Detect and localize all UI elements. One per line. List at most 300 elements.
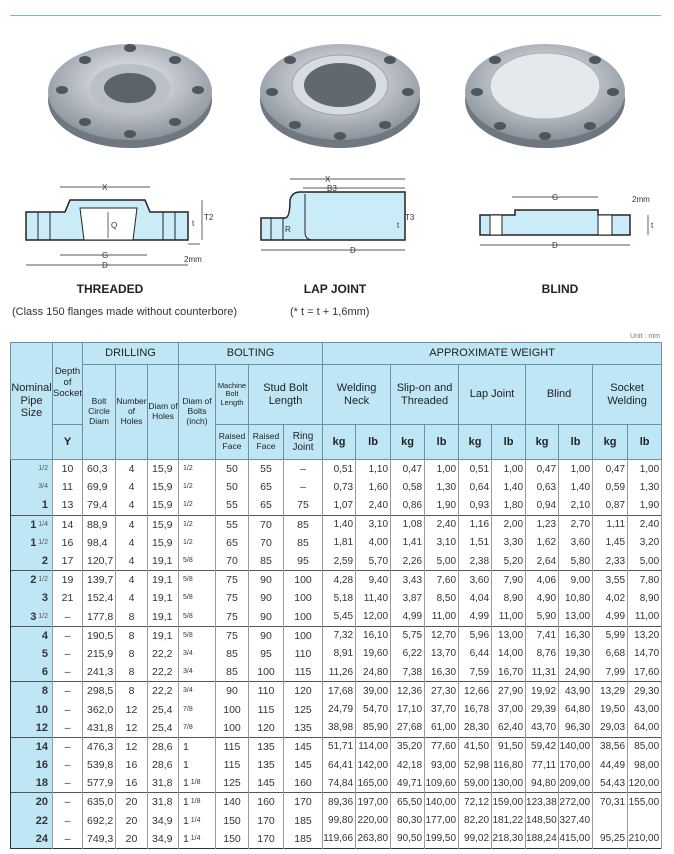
cell-weight-kg: 17,10 bbox=[391, 700, 425, 718]
cell-depth-socket: – bbox=[53, 700, 83, 718]
cell-weight-lb: 12,70 bbox=[425, 626, 459, 645]
header-blind: Blind bbox=[526, 365, 593, 425]
cell-weight-lb: 12,00 bbox=[356, 608, 391, 627]
cell-weight-lb: 91,50 bbox=[492, 737, 526, 756]
class150-note: (Class 150 flanges made without counterbore) bbox=[12, 306, 238, 318]
cell-weight-kg: 6,44 bbox=[459, 645, 492, 663]
cell-weight-lb: 170,00 bbox=[559, 756, 593, 774]
cell-weight-kg: 16,78 bbox=[459, 700, 492, 718]
cell-stud-ring: 85 bbox=[284, 534, 323, 552]
cell-nominal-size: 2 bbox=[11, 552, 53, 571]
svg-text:R: R bbox=[285, 225, 291, 234]
cell-bolt-circle: 79,4 bbox=[83, 496, 116, 515]
cell-nominal-size: 10 bbox=[11, 700, 53, 718]
cell-bolt-circle: 431,8 bbox=[83, 719, 116, 738]
cell-diam-bolts: 3/4 bbox=[179, 645, 216, 663]
cell-weight-kg: 17,68 bbox=[323, 682, 356, 701]
cell-nominal-size: 16 bbox=[11, 756, 53, 774]
cell-diam-bolts: 1 1/8 bbox=[179, 774, 216, 793]
svg-text:t: t bbox=[397, 221, 400, 230]
cell-weight-kg: 70,31 bbox=[593, 793, 628, 812]
cell-weight-lb: 62,40 bbox=[492, 719, 526, 738]
table-row bbox=[11, 515, 662, 534]
cell-num-holes: 8 bbox=[116, 645, 148, 663]
cell-bolt-circle: 190,5 bbox=[83, 626, 116, 645]
cell-weight-lb: 1,00 bbox=[492, 460, 526, 479]
cell-weight-kg: 2,38 bbox=[459, 552, 492, 571]
cell-weight-lb: 7,90 bbox=[492, 571, 526, 590]
cell-weight-kg: 1,23 bbox=[526, 515, 559, 534]
cell-weight-kg: 43,70 bbox=[526, 719, 559, 738]
cell-weight-kg: 41,50 bbox=[459, 737, 492, 756]
cell-weight-kg: 0,59 bbox=[593, 478, 628, 496]
cell-weight-kg: 77,11 bbox=[526, 756, 559, 774]
cell-stud-ring: 135 bbox=[284, 719, 323, 738]
cell-weight-kg: 28,30 bbox=[459, 719, 492, 738]
cell-weight-kg: 95,25 bbox=[593, 830, 628, 849]
cell-nominal-size: 14 bbox=[11, 737, 53, 756]
cell-stud-raised: 95 bbox=[249, 645, 284, 663]
header-stud-raised-face: Raised Face bbox=[249, 425, 284, 460]
cell-weight-lb: 13,20 bbox=[628, 626, 662, 645]
cell-num-holes: 12 bbox=[116, 719, 148, 738]
cell-stud-ring: 125 bbox=[284, 700, 323, 718]
cell-depth-socket: – bbox=[53, 793, 83, 812]
cell-weight-kg: 0,94 bbox=[526, 496, 559, 515]
cell-weight-kg: 64,41 bbox=[323, 756, 356, 774]
cell-weight-kg bbox=[593, 812, 628, 830]
cell-diam-holes: 19,1 bbox=[148, 552, 179, 571]
cell-num-holes: 12 bbox=[116, 700, 148, 718]
unit-label: Unit : mm bbox=[630, 333, 660, 340]
cell-machine-bolt: 55 bbox=[216, 515, 249, 534]
cell-depth-socket: 14 bbox=[53, 515, 83, 534]
cell-weight-kg: 13,29 bbox=[593, 682, 628, 701]
table-row bbox=[11, 496, 662, 515]
cell-bolt-circle: 60,3 bbox=[83, 460, 116, 479]
cell-weight-kg: 5,45 bbox=[323, 608, 356, 627]
cell-weight-lb: 218,30 bbox=[492, 830, 526, 849]
cell-weight-lb: 1,00 bbox=[425, 460, 459, 479]
cell-weight-lb: 1,90 bbox=[425, 496, 459, 515]
table-row bbox=[11, 774, 662, 793]
cell-weight-lb: 1,10 bbox=[356, 460, 391, 479]
cell-weight-lb: 1,40 bbox=[559, 478, 593, 496]
cell-diam-holes: 15,9 bbox=[148, 534, 179, 552]
cell-machine-bolt: 100 bbox=[216, 719, 249, 738]
cell-stud-ring: 100 bbox=[284, 571, 323, 590]
cell-stud-raised: 65 bbox=[249, 496, 284, 515]
cell-weight-kg: 74,84 bbox=[323, 774, 356, 793]
cell-diam-bolts: 3/4 bbox=[179, 663, 216, 682]
cell-weight-lb: 1,30 bbox=[628, 478, 662, 496]
cell-weight-lb: 61,00 bbox=[425, 719, 459, 738]
header-unit-kg: kg bbox=[323, 425, 356, 460]
cell-weight-lb: 64,00 bbox=[628, 719, 662, 738]
svg-text:G: G bbox=[552, 193, 559, 202]
cell-weight-lb: 2,40 bbox=[425, 515, 459, 534]
cell-stud-raised: 160 bbox=[249, 793, 284, 812]
cell-nominal-size: 6 bbox=[11, 663, 53, 682]
cell-weight-lb: 37,70 bbox=[425, 700, 459, 718]
cell-stud-raised: 70 bbox=[249, 534, 284, 552]
cell-weight-lb: 327,40 bbox=[559, 812, 593, 830]
table-row bbox=[11, 700, 662, 718]
cell-machine-bolt: 75 bbox=[216, 571, 249, 590]
cell-nominal-size: 3/4 bbox=[11, 478, 53, 496]
cell-diam-bolts: 5/8 bbox=[179, 626, 216, 645]
cell-stud-ring: 100 bbox=[284, 626, 323, 645]
threaded-diagram bbox=[20, 170, 220, 275]
cell-num-holes: 4 bbox=[116, 460, 148, 479]
cell-weight-kg: 44,49 bbox=[593, 756, 628, 774]
svg-text:D: D bbox=[102, 261, 108, 270]
cell-weight-lb: 5,80 bbox=[559, 552, 593, 571]
cell-depth-socket: 17 bbox=[53, 552, 83, 571]
cell-weight-kg: 2,33 bbox=[593, 552, 628, 571]
cell-stud-ring: 100 bbox=[284, 608, 323, 627]
cell-num-holes: 4 bbox=[116, 552, 148, 571]
cell-nominal-size: 5 bbox=[11, 645, 53, 663]
cell-weight-kg: 4,90 bbox=[526, 589, 559, 607]
header-lap-joint: Lap Joint bbox=[459, 365, 526, 425]
cell-weight-lb: 54,70 bbox=[356, 700, 391, 718]
cell-nominal-size: 22 bbox=[11, 812, 53, 830]
svg-text:G: G bbox=[102, 251, 109, 260]
cell-weight-lb: 37,00 bbox=[492, 700, 526, 718]
cell-weight-lb: 16,30 bbox=[559, 626, 593, 645]
header-unit-kg: kg bbox=[526, 425, 559, 460]
cell-bolt-circle: 88,9 bbox=[83, 515, 116, 534]
cell-diam-holes: 15,9 bbox=[148, 515, 179, 534]
table-row bbox=[11, 589, 662, 607]
cell-diam-holes: 22,2 bbox=[148, 645, 179, 663]
header-drilling: DRILLING bbox=[83, 343, 179, 365]
cell-machine-bolt: 150 bbox=[216, 830, 249, 849]
cell-weight-lb: 2,00 bbox=[492, 515, 526, 534]
cell-weight-lb: 19,30 bbox=[559, 645, 593, 663]
cell-weight-kg: 0,63 bbox=[526, 478, 559, 496]
cell-weight-lb: 199,50 bbox=[425, 830, 459, 849]
header-unit-kg: kg bbox=[459, 425, 492, 460]
cell-weight-kg: 38,56 bbox=[593, 737, 628, 756]
cell-diam-bolts: 1 1/4 bbox=[179, 812, 216, 830]
svg-text:t: t bbox=[192, 219, 195, 228]
cell-weight-kg: 3,60 bbox=[459, 571, 492, 590]
cell-stud-raised: 90 bbox=[249, 608, 284, 627]
header-depth-symbol: Y bbox=[53, 425, 83, 460]
cell-weight-kg: 12,36 bbox=[391, 682, 425, 701]
cell-bolt-circle: 139,7 bbox=[83, 571, 116, 590]
header-unit-lb: lb bbox=[492, 425, 526, 460]
cell-weight-kg: 7,41 bbox=[526, 626, 559, 645]
cell-stud-ring: 100 bbox=[284, 589, 323, 607]
header-socket-welding: Socket Welding bbox=[593, 365, 662, 425]
cell-weight-kg: 7,38 bbox=[391, 663, 425, 682]
cell-weight-kg: 1,51 bbox=[459, 534, 492, 552]
cell-weight-kg: 38,98 bbox=[323, 719, 356, 738]
cell-weight-kg: 11,31 bbox=[526, 663, 559, 682]
cell-weight-kg: 1,11 bbox=[593, 515, 628, 534]
cell-stud-ring: 185 bbox=[284, 830, 323, 849]
cell-weight-lb: 1,60 bbox=[356, 478, 391, 496]
cell-diam-bolts: 1/2 bbox=[179, 515, 216, 534]
cell-depth-socket: 13 bbox=[53, 496, 83, 515]
cell-weight-kg: 49,71 bbox=[391, 774, 425, 793]
cell-weight-kg: 0,58 bbox=[391, 478, 425, 496]
cell-weight-lb: 5,00 bbox=[425, 552, 459, 571]
svg-text:T2: T2 bbox=[204, 213, 214, 222]
cell-weight-kg: 4,06 bbox=[526, 571, 559, 590]
cell-weight-kg: 188,24 bbox=[526, 830, 559, 849]
cell-weight-kg: 0,87 bbox=[593, 496, 628, 515]
cell-machine-bolt: 150 bbox=[216, 812, 249, 830]
cell-diam-holes: 31,8 bbox=[148, 793, 179, 812]
cell-stud-ring: 160 bbox=[284, 774, 323, 793]
cell-machine-bolt: 50 bbox=[216, 478, 249, 496]
cell-diam-holes: 34,9 bbox=[148, 812, 179, 830]
cell-weight-kg: 1,81 bbox=[323, 534, 356, 552]
cell-weight-lb: 415,00 bbox=[559, 830, 593, 849]
cell-weight-lb: 2,10 bbox=[559, 496, 593, 515]
cell-weight-kg: 99,80 bbox=[323, 812, 356, 830]
cell-weight-lb: 14,00 bbox=[492, 645, 526, 663]
cell-diam-holes: 25,4 bbox=[148, 700, 179, 718]
cell-machine-bolt: 75 bbox=[216, 626, 249, 645]
cell-weight-kg: 7,59 bbox=[459, 663, 492, 682]
cell-num-holes: 8 bbox=[116, 682, 148, 701]
cell-weight-kg: 59,00 bbox=[459, 774, 492, 793]
header-slip-on: Slip-on and Threaded bbox=[391, 365, 459, 425]
cell-stud-raised: 135 bbox=[249, 756, 284, 774]
cell-weight-lb: 43,00 bbox=[628, 700, 662, 718]
cell-num-holes: 4 bbox=[116, 534, 148, 552]
header-stud-bolt: Stud Bolt Length bbox=[249, 365, 323, 425]
cell-diam-holes: 19,1 bbox=[148, 571, 179, 590]
cell-diam-bolts: 1 bbox=[179, 756, 216, 774]
cell-depth-socket: – bbox=[53, 774, 83, 793]
cell-num-holes: 8 bbox=[116, 663, 148, 682]
cell-weight-lb: 24,90 bbox=[559, 663, 593, 682]
cell-weight-lb: 11,00 bbox=[425, 608, 459, 627]
cell-weight-lb: 85,90 bbox=[356, 719, 391, 738]
cell-nominal-size: 24 bbox=[11, 830, 53, 849]
cell-weight-lb: 140,00 bbox=[559, 737, 593, 756]
cell-weight-kg: 8,91 bbox=[323, 645, 356, 663]
cell-stud-ring: 110 bbox=[284, 645, 323, 663]
cell-bolt-circle: 98,4 bbox=[83, 534, 116, 552]
header-bolting: BOLTING bbox=[179, 343, 323, 365]
cell-diam-bolts: 5/8 bbox=[179, 589, 216, 607]
cell-machine-bolt: 100 bbox=[216, 700, 249, 718]
cell-weight-kg: 72,12 bbox=[459, 793, 492, 812]
cell-weight-kg: 89,36 bbox=[323, 793, 356, 812]
cell-bolt-circle: 298,5 bbox=[83, 682, 116, 701]
cell-nominal-size: 12 bbox=[11, 719, 53, 738]
cell-weight-kg: 5,90 bbox=[526, 608, 559, 627]
cell-stud-ring: – bbox=[284, 460, 323, 479]
cell-stud-raised: 115 bbox=[249, 700, 284, 718]
cell-weight-kg: 27,68 bbox=[391, 719, 425, 738]
cell-weight-lb: 3,10 bbox=[356, 515, 391, 534]
cell-diam-holes: 15,9 bbox=[148, 496, 179, 515]
svg-text:X: X bbox=[325, 175, 331, 184]
cell-num-holes: 4 bbox=[116, 515, 148, 534]
cell-diam-bolts: 1 1/8 bbox=[179, 793, 216, 812]
cell-weight-kg: 7,32 bbox=[323, 626, 356, 645]
svg-text:T3: T3 bbox=[405, 213, 415, 222]
lap-joint-diagram bbox=[255, 170, 415, 275]
cell-diam-holes: 34,9 bbox=[148, 830, 179, 849]
lap-joint-flange-photo bbox=[250, 30, 430, 155]
cell-machine-bolt: 75 bbox=[216, 589, 249, 607]
header-machine-raised-face: Raised Face bbox=[216, 425, 249, 460]
cell-num-holes: 4 bbox=[116, 571, 148, 590]
cell-weight-lb: 197,00 bbox=[356, 793, 391, 812]
table-row bbox=[11, 830, 662, 849]
cell-weight-lb: 8,90 bbox=[492, 589, 526, 607]
cell-num-holes: 8 bbox=[116, 608, 148, 627]
cell-weight-lb: 29,30 bbox=[628, 682, 662, 701]
cell-nominal-size: 4 bbox=[11, 626, 53, 645]
cell-weight-lb: 116,80 bbox=[492, 756, 526, 774]
cell-weight-kg: 3,43 bbox=[391, 571, 425, 590]
cell-weight-lb: 13,70 bbox=[425, 645, 459, 663]
cell-weight-lb: 7,80 bbox=[628, 571, 662, 590]
cell-bolt-circle: 539,8 bbox=[83, 756, 116, 774]
cell-num-holes: 4 bbox=[116, 496, 148, 515]
cell-weight-lb: 24,80 bbox=[356, 663, 391, 682]
cell-weight-lb: 16,10 bbox=[356, 626, 391, 645]
svg-text:D: D bbox=[350, 246, 356, 255]
cell-weight-kg: 148,50 bbox=[526, 812, 559, 830]
cell-bolt-circle: 635,0 bbox=[83, 793, 116, 812]
cell-machine-bolt: 140 bbox=[216, 793, 249, 812]
cell-depth-socket: – bbox=[53, 756, 83, 774]
cell-num-holes: 20 bbox=[116, 812, 148, 830]
cell-weight-kg: 80,30 bbox=[391, 812, 425, 830]
cell-weight-kg: 35,20 bbox=[391, 737, 425, 756]
cell-weight-lb: 272,00 bbox=[559, 793, 593, 812]
cell-weight-kg: 1,41 bbox=[391, 534, 425, 552]
table-row bbox=[11, 793, 662, 812]
cell-weight-kg: 42,18 bbox=[391, 756, 425, 774]
cell-nominal-size: 1/2 bbox=[11, 460, 53, 479]
cell-depth-socket: – bbox=[53, 645, 83, 663]
cell-weight-kg: 0,51 bbox=[459, 460, 492, 479]
cell-weight-lb: 1,80 bbox=[492, 496, 526, 515]
table-row bbox=[11, 756, 662, 774]
cell-weight-kg: 3,55 bbox=[593, 571, 628, 590]
header-unit-kg: kg bbox=[391, 425, 425, 460]
cell-weight-kg: 5,75 bbox=[391, 626, 425, 645]
table-row bbox=[11, 552, 662, 571]
cell-diam-bolts: 5/8 bbox=[179, 571, 216, 590]
header-unit-lb: lb bbox=[559, 425, 593, 460]
cell-weight-kg: 1,62 bbox=[526, 534, 559, 552]
cell-machine-bolt: 115 bbox=[216, 756, 249, 774]
cell-weight-lb: 1,00 bbox=[559, 460, 593, 479]
cell-weight-kg: 11,26 bbox=[323, 663, 356, 682]
cell-weight-lb: 85,00 bbox=[628, 737, 662, 756]
blind-caption: BLIND bbox=[541, 282, 579, 296]
table-row bbox=[11, 460, 662, 479]
cell-diam-holes: 22,2 bbox=[148, 682, 179, 701]
table-row bbox=[11, 626, 662, 645]
header-diam-holes: Diam of Holes bbox=[148, 365, 179, 460]
cell-weight-lb: 98,00 bbox=[628, 756, 662, 774]
cell-weight-lb: 155,00 bbox=[628, 793, 662, 812]
cell-bolt-circle: 69,9 bbox=[83, 478, 116, 496]
cell-nominal-size: 3 1/2 bbox=[11, 608, 53, 627]
cell-weight-lb: 43,90 bbox=[559, 682, 593, 701]
threaded-caption: THREADED bbox=[76, 282, 144, 296]
top-divider bbox=[10, 15, 661, 16]
cell-weight-kg: 6,22 bbox=[391, 645, 425, 663]
blind-diagram bbox=[470, 170, 660, 275]
cell-stud-raised: 90 bbox=[249, 589, 284, 607]
cell-bolt-circle: 749,3 bbox=[83, 830, 116, 849]
cell-stud-raised: 170 bbox=[249, 830, 284, 849]
table-row bbox=[11, 571, 662, 590]
cell-machine-bolt: 70 bbox=[216, 552, 249, 571]
cell-nominal-size: 8 bbox=[11, 682, 53, 701]
cell-weight-lb: 109,60 bbox=[425, 774, 459, 793]
cell-weight-kg: 4,99 bbox=[459, 608, 492, 627]
cell-weight-kg: 65,50 bbox=[391, 793, 425, 812]
cell-bolt-circle: 692,2 bbox=[83, 812, 116, 830]
cell-weight-kg: 1,16 bbox=[459, 515, 492, 534]
cell-depth-socket: 10 bbox=[53, 460, 83, 479]
cell-weight-lb: 5,70 bbox=[356, 552, 391, 571]
cell-weight-lb: 27,90 bbox=[492, 682, 526, 701]
cell-weight-kg: 0,93 bbox=[459, 496, 492, 515]
cell-weight-lb: 13,00 bbox=[492, 626, 526, 645]
cell-diam-holes: 19,1 bbox=[148, 589, 179, 607]
cell-weight-lb: 93,00 bbox=[425, 756, 459, 774]
header-unit-kg: kg bbox=[593, 425, 628, 460]
cell-diam-bolts: 5/8 bbox=[179, 552, 216, 571]
cell-weight-lb: 14,70 bbox=[628, 645, 662, 663]
cell-weight-kg: 29,03 bbox=[593, 719, 628, 738]
cell-bolt-circle: 120,7 bbox=[83, 552, 116, 571]
cell-stud-ring: 95 bbox=[284, 552, 323, 571]
table-row bbox=[11, 608, 662, 627]
header-bolt-circle: Bolt Circle Diam bbox=[83, 365, 116, 460]
cell-stud-raised: 110 bbox=[249, 682, 284, 701]
table-row bbox=[11, 645, 662, 663]
cell-weight-kg: 4,99 bbox=[593, 608, 628, 627]
cell-weight-lb: 39,00 bbox=[356, 682, 391, 701]
lap-joint-caption: LAP JOINT bbox=[303, 282, 367, 296]
table-row bbox=[11, 812, 662, 830]
cell-weight-kg: 59,42 bbox=[526, 737, 559, 756]
header-unit-lb: lb bbox=[425, 425, 459, 460]
cell-weight-kg: 0,86 bbox=[391, 496, 425, 515]
cell-weight-lb: 8,90 bbox=[628, 589, 662, 607]
threaded-flange-photo bbox=[40, 30, 220, 155]
cell-stud-raised: 65 bbox=[249, 478, 284, 496]
cell-weight-lb: 1,40 bbox=[492, 478, 526, 496]
cell-depth-socket: 11 bbox=[53, 478, 83, 496]
cell-weight-kg: 0,73 bbox=[323, 478, 356, 496]
cell-weight-lb: 3,10 bbox=[425, 534, 459, 552]
svg-text:D: D bbox=[552, 241, 558, 250]
cell-nominal-size: 1 1/2 bbox=[11, 534, 53, 552]
cell-diam-bolts: 5/8 bbox=[179, 608, 216, 627]
cell-nominal-size: 20 bbox=[11, 793, 53, 812]
cell-weight-kg: 99,02 bbox=[459, 830, 492, 849]
